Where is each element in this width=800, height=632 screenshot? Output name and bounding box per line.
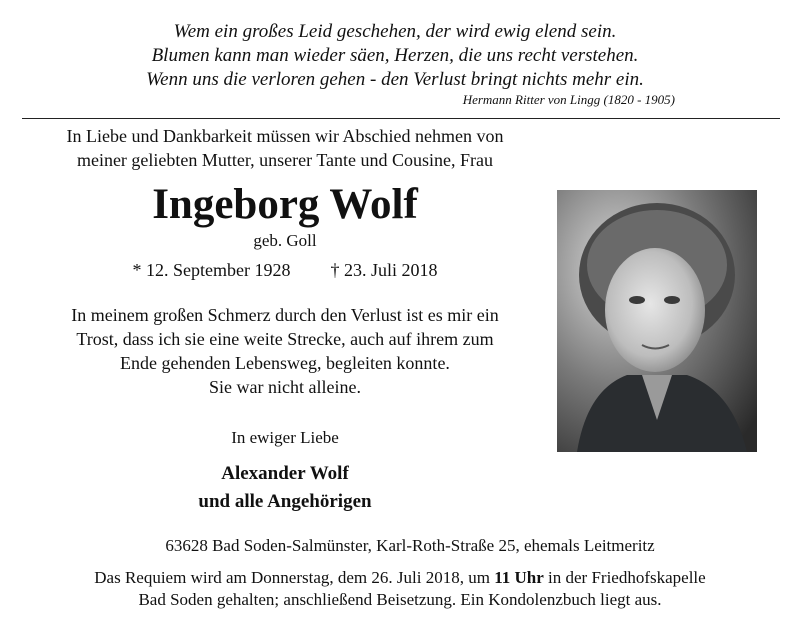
- signer-1: Alexander Wolf: [221, 463, 349, 484]
- maiden-name: geb. Goll: [253, 231, 317, 250]
- poem: [90, 20, 700, 92]
- poem-author: Hermann Ritter von Lingg (1820 - 1905): [462, 92, 675, 107]
- signer-2: und alle Angehörigen: [198, 491, 372, 512]
- message-line-3: Ende gehenden Lebensweg, begleiten konnte.: [120, 353, 450, 373]
- intro-line-2: meiner geliebten Mutter, unserer Tante und Cousine, Frau: [76, 150, 494, 170]
- address: 63628 Bad Soden-Salmünster, Karl-Roth-Straße 25, ehemals Leitmeritz: [165, 536, 655, 555]
- closing-phrase: In ewiger Liebe: [231, 428, 339, 447]
- portrait-photo: [557, 190, 757, 452]
- message-line-1: In meinem großen Schmerz durch den Verlust ist es mir ein: [71, 305, 499, 325]
- requiem-text-before: Das Requiem wird am Donnerstag, dem 26. Juli 2018, um: [94, 568, 495, 587]
- requiem-line-1: [0, 567, 800, 589]
- message-line-2: Trost, dass ich sie eine weite Strecke, auch auf ihrem zum: [76, 329, 494, 349]
- life-dates: [20, 260, 550, 281]
- death-date: † 23. Juli 2018: [330, 260, 438, 280]
- deceased-name: Ingeborg Wolf: [152, 181, 418, 228]
- poem-line-1: Wem ein großes Leid geschehen, der wird ewig elend sein.: [173, 21, 617, 42]
- message-text: [20, 303, 550, 399]
- signers: [20, 460, 550, 516]
- requiem-info: [0, 567, 800, 611]
- requiem-time: 11 Uhr: [494, 568, 544, 587]
- birth-date: * 12. September 1928: [132, 260, 291, 280]
- intro-text: [20, 124, 550, 172]
- poem-line-2: Blumen kann man wieder säen, Herzen, die uns recht verstehen.: [151, 45, 639, 66]
- requiem-text-after: in der Friedhofskapelle: [543, 568, 706, 587]
- requiem-line-2: Bad Soden gehalten; anschließend Beisetzung. Ein Kondolenzbuch liegt aus.: [138, 590, 662, 609]
- poem-line-3: Wenn uns die verloren gehen - den Verlust bringt nichts mehr ein.: [146, 69, 644, 90]
- message-line-4: Sie war nicht alleine.: [209, 377, 361, 397]
- divider: [22, 118, 780, 119]
- intro-line-1: In Liebe und Dankbarkeit müssen wir Abschied nehmen von: [66, 126, 504, 146]
